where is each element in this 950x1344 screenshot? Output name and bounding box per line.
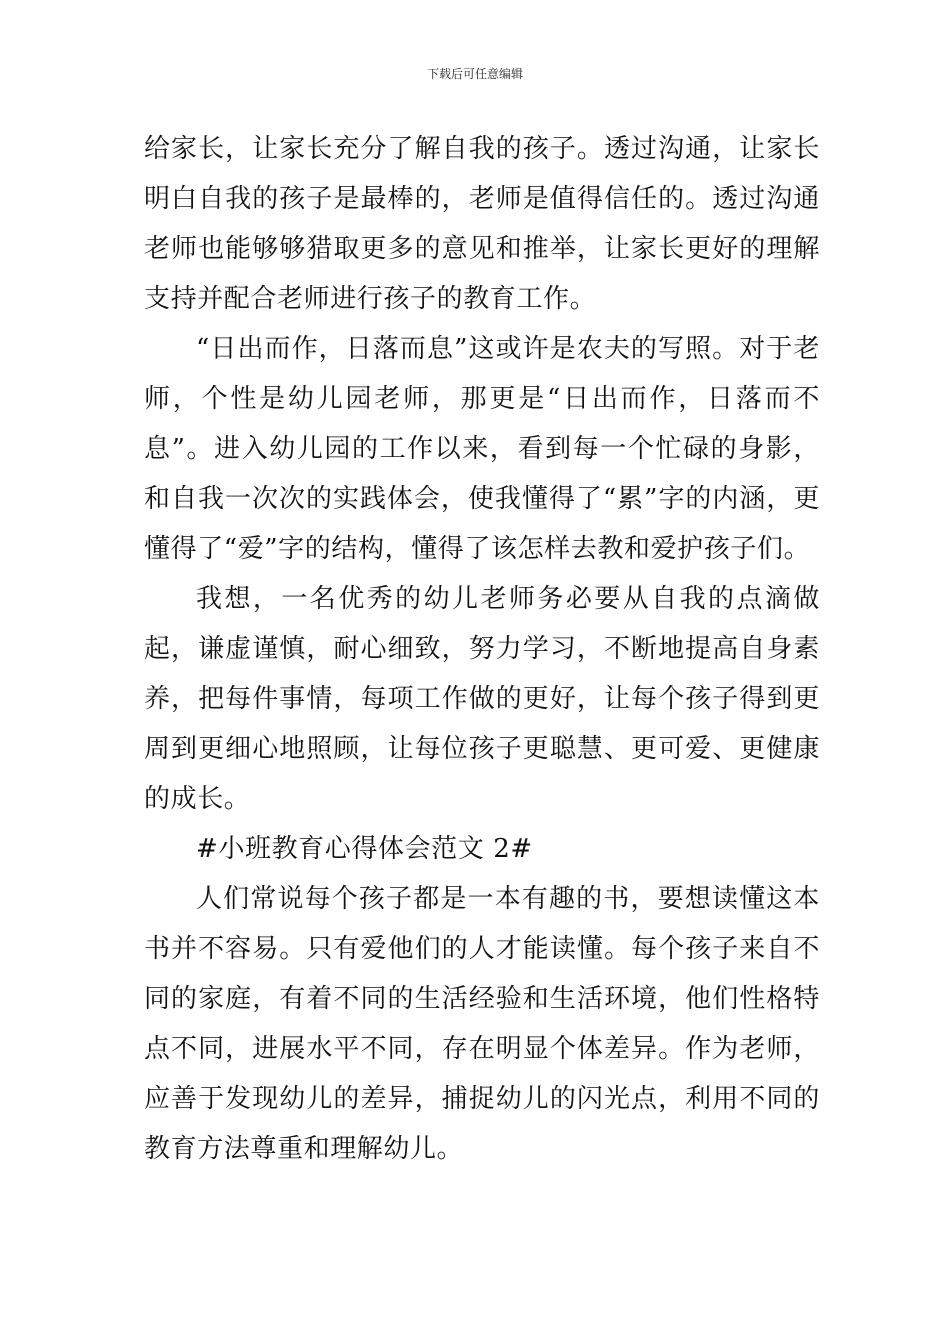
- paragraph: “日出而作，日落而息”这或许是农夫的写照。对于老师，个性是幼儿园老师，那更是“日出而作，日落而不息”。进入幼儿园的工作以来，看到每一个忙碌的身影，和自我一次次的实践体会，使我懂得了“累”字的内涵，更懂得了“爱”字的结构，懂得了该怎样去教和爱护孩子们。: [144, 334, 820, 564]
- paragraph: 人们常说每个孩子都是一本有趣的书，要想读懂这本书并不容易。只有爱他们的人才能读懂。每个孩子来自不同的家庭，有着不同的生活经验和生活环境，他们性格特点不同，进展水平不同，存在明显个体差异。作为老师，应善于发现幼儿的差异，捕捉幼儿的闪光点，利用不同的教育方法尊重和理解幼儿。: [144, 884, 820, 1164]
- paragraph-continuation: 给家长，让家长充分了解自我的孩子。透过沟通，让家长明白自我的孩子是最棒的，老师是值得信任的。透过沟通老师也能够够猎取更多的意见和推举，让家长更好的理解支持并配合老师进行孩子的教育工作。: [144, 134, 820, 314]
- paragraph: 我想，一名优秀的幼儿老师务必要从自我的点滴做起，谦虚谨慎，耐心细致，努力学习，不断地提高自身素养，把每件事情，每项工作做的更好，让每个孩子得到更周到更细心地照顾，让每位孩子更聪慧、更可爱、更健康的成长。: [144, 584, 820, 814]
- section-heading: #小班教育心得体会范文 2#: [196, 834, 533, 864]
- document-body: [144, 124, 820, 1174]
- page-header-note: 下载后可任意编辑: [426, 67, 523, 81]
